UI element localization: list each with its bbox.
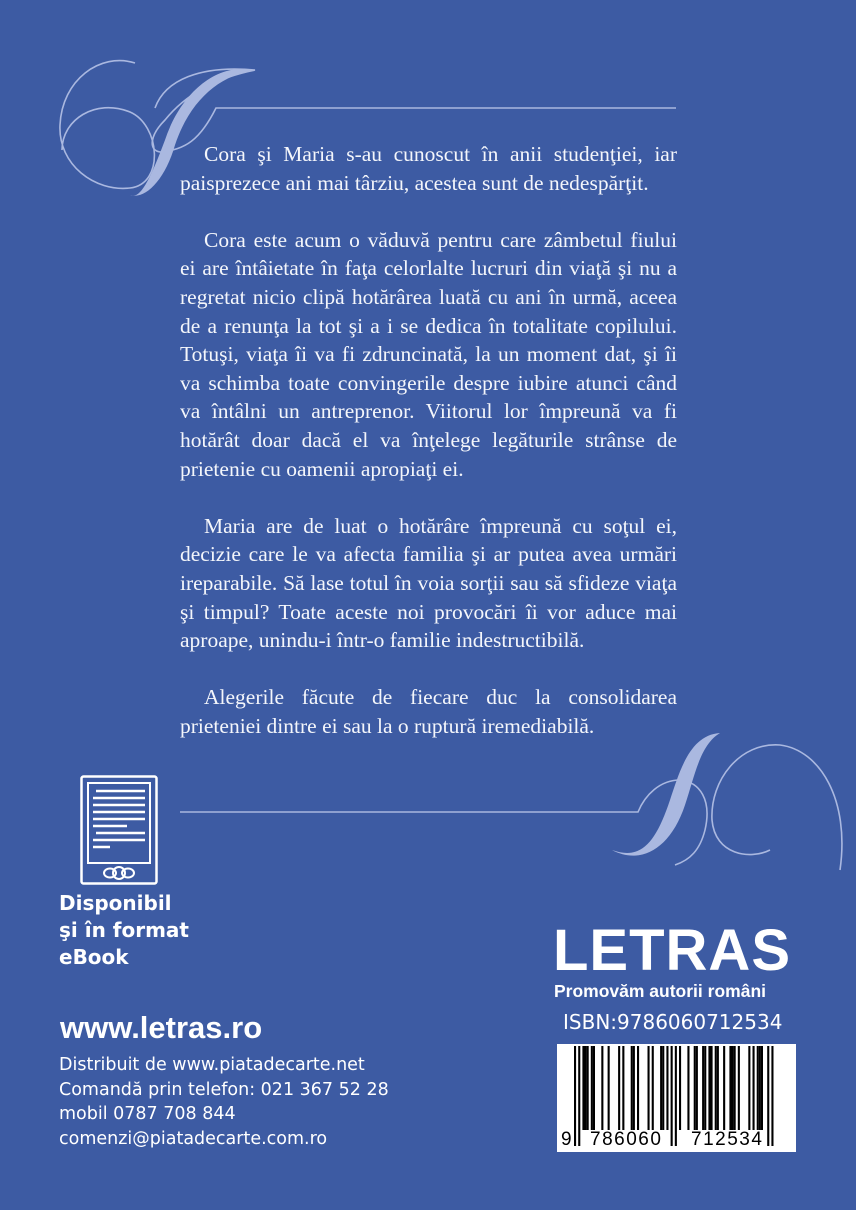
barcode-bar bbox=[652, 1046, 654, 1130]
order-email: comenzi@piatadecarte.com.ro bbox=[59, 1128, 328, 1149]
barcode-bar bbox=[748, 1046, 750, 1130]
barcode-bar bbox=[717, 1046, 719, 1130]
publisher-logo: LETRAS bbox=[553, 918, 791, 983]
order-phone: Comandă prin telefon: 021 367 52 28 bbox=[59, 1079, 389, 1100]
description-paragraph: Cora este acum o văduvă pentru care zâmbetul fiului ei are întâietate în faţa celorlalte lucruri din viaţă şi nu a regretat nicio clipă hotărârea luată cu ani în urmă, aceea de a renunţa la tot şi a i se dedica în totalitate copilului. Totuşi, viaţa îi va fi zdruncinată, la un moment dat, şi îi va schimba toate convingerile despre iubire atunci când va întâlni un antreprenor. Viitorul lor împreună va fi hotărât doar dacă el va înţelege legăturile strânse de prietenie cu oamenii apropiaţi ei. bbox=[180, 227, 677, 481]
barcode-bar bbox=[759, 1046, 761, 1130]
barcode-bar bbox=[723, 1046, 725, 1130]
bottom-ornament-line bbox=[180, 780, 707, 865]
barcode-bar bbox=[761, 1046, 763, 1130]
barcode-bar bbox=[578, 1046, 580, 1146]
barcode-bar bbox=[738, 1046, 740, 1130]
publisher-website: www.letras.ro bbox=[60, 1010, 263, 1045]
barcode-bar bbox=[591, 1046, 593, 1130]
bottom-ornament-loop bbox=[712, 745, 842, 870]
barcode-bar bbox=[593, 1046, 595, 1130]
distributor: Distribuit de www.piatadecarte.net bbox=[59, 1055, 365, 1075]
barcode-bar bbox=[753, 1046, 755, 1130]
ebook-line: Disponibil bbox=[59, 891, 172, 915]
contact-info bbox=[59, 1053, 389, 1151]
barcode-bar bbox=[648, 1046, 650, 1130]
barcode-bar bbox=[771, 1046, 773, 1146]
barcode-bar bbox=[637, 1046, 639, 1130]
barcode-bar bbox=[702, 1046, 704, 1130]
barcode-bar bbox=[574, 1046, 576, 1146]
ebook-line: eBook bbox=[59, 945, 129, 969]
barcode-bar bbox=[585, 1046, 587, 1130]
description-paragraph: Maria are de luat o hotărâre împreună cu soţul ei, decizie care le va afecta familia şi ar putea avea urmări ireparabile. Să lase totul în voia sorţii sau să sfideze viaţa şi timpul? Toate aceste noi provocări îi vor aduce mai aproape, unindu-i într-o familie indestructibilă. bbox=[180, 513, 677, 653]
barcode-left-digits: 786060 bbox=[590, 1129, 663, 1150]
mobile-phone: mobil 0787 708 844 bbox=[59, 1104, 236, 1124]
barcode-bar bbox=[587, 1046, 589, 1130]
barcode-bar bbox=[711, 1046, 713, 1130]
ebook-line: şi în format bbox=[59, 918, 189, 942]
barcode-bar bbox=[734, 1046, 736, 1130]
description-paragraph: Alegerile făcute de fiecare duc la consolidarea prieteniei dintre ei sau la o ruptură iremediabilă. bbox=[180, 685, 677, 738]
publisher-tagline: Promovăm autorii români bbox=[554, 981, 766, 1001]
barcode-bar bbox=[704, 1046, 706, 1130]
barcode-bar bbox=[618, 1046, 620, 1130]
ereader-icon bbox=[80, 775, 160, 887]
top-ornament-loop bbox=[60, 61, 154, 189]
barcode-bar bbox=[662, 1046, 664, 1130]
barcode-first-digit: 9 bbox=[561, 1129, 572, 1150]
isbn-label: ISBN:9786060712534 bbox=[563, 1010, 783, 1034]
isbn-barcode bbox=[557, 1044, 796, 1152]
barcode-bar bbox=[715, 1046, 717, 1130]
barcode-bar bbox=[631, 1046, 633, 1130]
barcode-bar bbox=[732, 1046, 734, 1130]
barcode-bar bbox=[708, 1046, 710, 1130]
barcode-bar bbox=[633, 1046, 635, 1130]
barcode-bar bbox=[729, 1046, 731, 1130]
barcode-bar bbox=[679, 1046, 681, 1130]
barcode-bar bbox=[622, 1046, 624, 1130]
ebook-availability bbox=[59, 890, 259, 971]
barcode-bar bbox=[660, 1046, 662, 1130]
barcode-bar bbox=[582, 1046, 584, 1130]
barcode-bar bbox=[608, 1046, 610, 1130]
barcode-bar bbox=[757, 1046, 759, 1130]
description-paragraph: Cora şi Maria s-au cunoscut în anii studenţiei, iar paisprezece ani mai târziu, acestea sunt de nedespărţit. bbox=[180, 142, 677, 195]
barcode-bar bbox=[687, 1046, 689, 1130]
barcode-right-digits: 712534 bbox=[691, 1129, 764, 1150]
barcode-bar bbox=[601, 1046, 603, 1130]
barcode-bar bbox=[671, 1046, 673, 1146]
book-description bbox=[180, 140, 677, 769]
barcode-bar bbox=[666, 1046, 668, 1130]
barcode-bar bbox=[767, 1046, 769, 1146]
barcode-bar bbox=[696, 1046, 698, 1130]
barcode-bar bbox=[694, 1046, 696, 1130]
barcode-bar bbox=[675, 1046, 677, 1146]
